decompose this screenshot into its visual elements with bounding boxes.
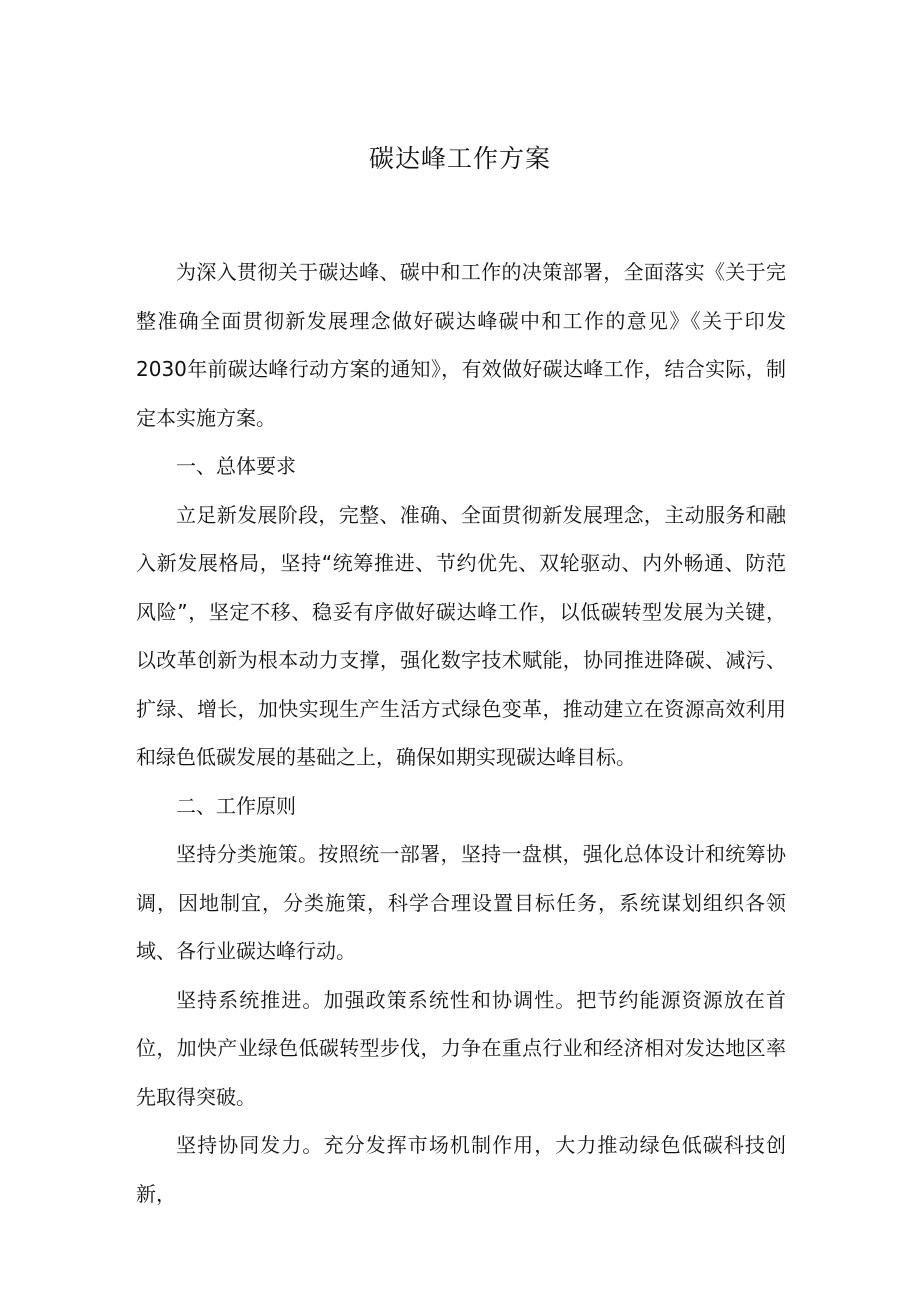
- paragraph-principle-systematic-advance: 坚持系统推进。加强政策系统性和协调性。把节约能源资源放在首位，加快产业绿色低碳转型步伐，力争在重点行业和经济相对发达地区率先取得突破。: [136, 987, 786, 1109]
- paragraph-intro: 为深入贯彻关于碳达峰、碳中和工作的决策部署，全面落实《关于完整准确全面贯彻新发展理念做好碳达峰碳中和工作的意见》《关于印发2030年前碳达峰行动方案的通知》，有效做好碳达峰工作，结合实际，制定本实施方案。: [136, 260, 786, 430]
- section-heading-overall-requirements: 一、总体要求: [176, 454, 296, 478]
- document-body: [136, 248, 786, 1218]
- paragraph-principle-classified-policies: 坚持分类施策。按照统一部署，坚持一盘棋，强化总体设计和统筹协调，因地制宜，分类施策，科学合理设置目标任务，系统谋划组织各领域、各行业碳达峰行动。: [136, 842, 786, 963]
- paragraph-overall-requirements: 立足新发展阶段，完整、准确、全面贯彻新发展理念，主动服务和融入新发展格局，坚持“统筹推进、节约优先、双轮驱动、内外畅通、防范风险”，坚定不移、稳妥有序做好碳达峰工作，以低碳转型发展为关键，以改革创新为根本动力支撑，强化数字技术赋能，协同推进降碳、减污、扩绿、增长，加快实现生产生活方式绿色变革，推动建立在资源高效利用和绿色低碳发展的基础之上，确保如期实现碳达峰目标。: [136, 502, 786, 769]
- document-title: 碳达峰工作方案: [368, 144, 551, 173]
- paragraph-principle-coordinated-effort: 坚持协同发力。充分发挥市场机制作用，大力推动绿色低碳科技创新，: [136, 1133, 786, 1206]
- section-heading-work-principles: 二、工作原则: [176, 793, 296, 818]
